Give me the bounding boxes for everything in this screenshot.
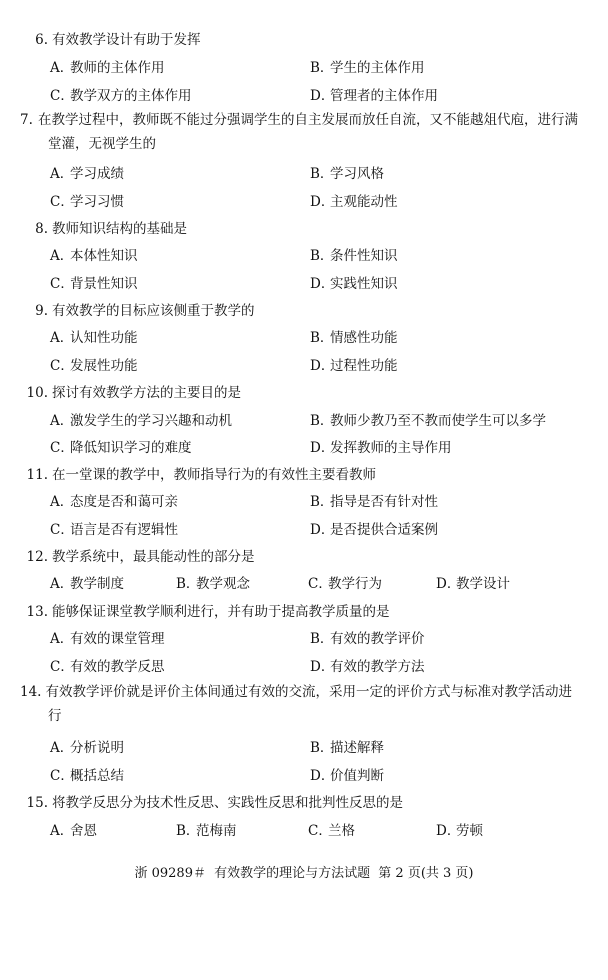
exam-code: 浙 09289＃ [134,866,206,881]
question-12-option-a: A．教学制度 [50,576,124,592]
question-9-option-d: D．过程性功能 [310,358,398,374]
question-14-option-b: B．描述解释 [310,740,384,756]
question-6-option-a: A．教师的主体作用 [50,60,165,76]
question-6-option-c: C．教学双方的主体作用 [50,88,192,104]
question-14-option-d: D．价值判断 [310,768,384,784]
question-8-option-c: C．背景性知识 [50,276,138,292]
question-11-stem: 11. 在一堂课的教学中，教师指导行为的有效性主要看教师 [26,467,376,483]
question-10-option-a: A．激发学生的学习兴趣和动机 [50,413,232,429]
question-13-option-c: C．有效的教学反思 [50,659,165,675]
question-7-option-a: A．学习成绩 [50,166,124,182]
question-15-option-c: C．兰格 [308,823,355,839]
question-6-option-d: D．管理者的主体作用 [310,88,438,104]
question-10-option-c: C．降低知识学习的难度 [50,440,192,456]
question-14-option-a: A．分析说明 [50,740,124,756]
question-15-option-b: B．范梅南 [176,823,237,839]
question-7-option-d: D．主观能动性 [310,194,398,210]
question-11-option-b: B．指导是否有针对性 [310,494,438,510]
question-12-option-c: C．教学行为 [308,576,382,592]
question-13-option-a: A．有效的课堂管理 [50,631,165,647]
question-10-option-d: D．发挥教师的主导作用 [310,440,452,456]
question-7-stem: 7. 在教学过程中，教师既不能过分强调学生的自主发展而放任自流，又不能越俎代庖，进行满堂灌，无视学生的 [20,112,578,152]
question-11-option-a: A．态度是否和蔼可亲 [50,494,178,510]
question-14-option-c: C．概括总结 [50,768,124,784]
question-12-option-b: B．教学观念 [176,576,250,592]
question-8-stem: 8. 教师知识结构的基础是 [35,221,187,237]
question-6-stem: 6. 有效教学设计有助于发挥 [35,32,201,48]
question-8-option-d: D．实践性知识 [310,276,398,292]
question-13-option-d: D．有效的教学方法 [310,659,425,675]
page-footer [0,862,608,881]
question-7-option-c: C．学习习惯 [50,194,124,210]
question-13-option-b: B．有效的教学评价 [310,631,425,647]
question-9-option-b: B．情感性功能 [310,330,398,346]
question-12-stem: 12. 教学系统中，最具能动性的部分是 [26,549,255,565]
question-12-option-d: D．教学设计 [436,576,510,592]
question-9-option-a: A．认知性功能 [50,330,138,346]
question-10-stem: 10. 探讨有效教学方法的主要目的是 [26,385,241,401]
exam-title: 有效教学的理论与方法试题 [214,866,371,881]
page-number: 第 2 页(共 3 页) [378,866,474,881]
question-13-stem: 13. 能够保证课堂教学顺利进行，并有助于提高教学质量的是 [26,604,390,620]
question-15-option-a: A．舍恩 [50,823,97,839]
question-15-stem: 15. 将教学反思分为技术性反思、实践性反思和批判性反思的是 [26,795,403,811]
question-11-option-d: D．是否提供合适案例 [310,522,438,538]
question-10-option-b: B．教师少教乃至不教而使学生可以多学 [310,413,546,429]
question-8-option-b: B．条件性知识 [310,248,398,264]
question-11-option-c: C．语言是否有逻辑性 [50,522,178,538]
question-6-option-b: B．学生的主体作用 [310,60,425,76]
question-8-option-a: A．本体性知识 [50,248,138,264]
question-15-option-d: D．劳顿 [436,823,483,839]
question-9-stem: 9. 有效教学的目标应该侧重于教学的 [35,303,255,319]
question-9-option-c: C．发展性功能 [50,358,138,374]
question-7-option-b: B．学习风格 [310,166,384,182]
question-14-stem: 14. 有效教学评价就是评价主体间通过有效的交流，采用一定的评价方式与标准对教学活动进行 [20,684,572,724]
